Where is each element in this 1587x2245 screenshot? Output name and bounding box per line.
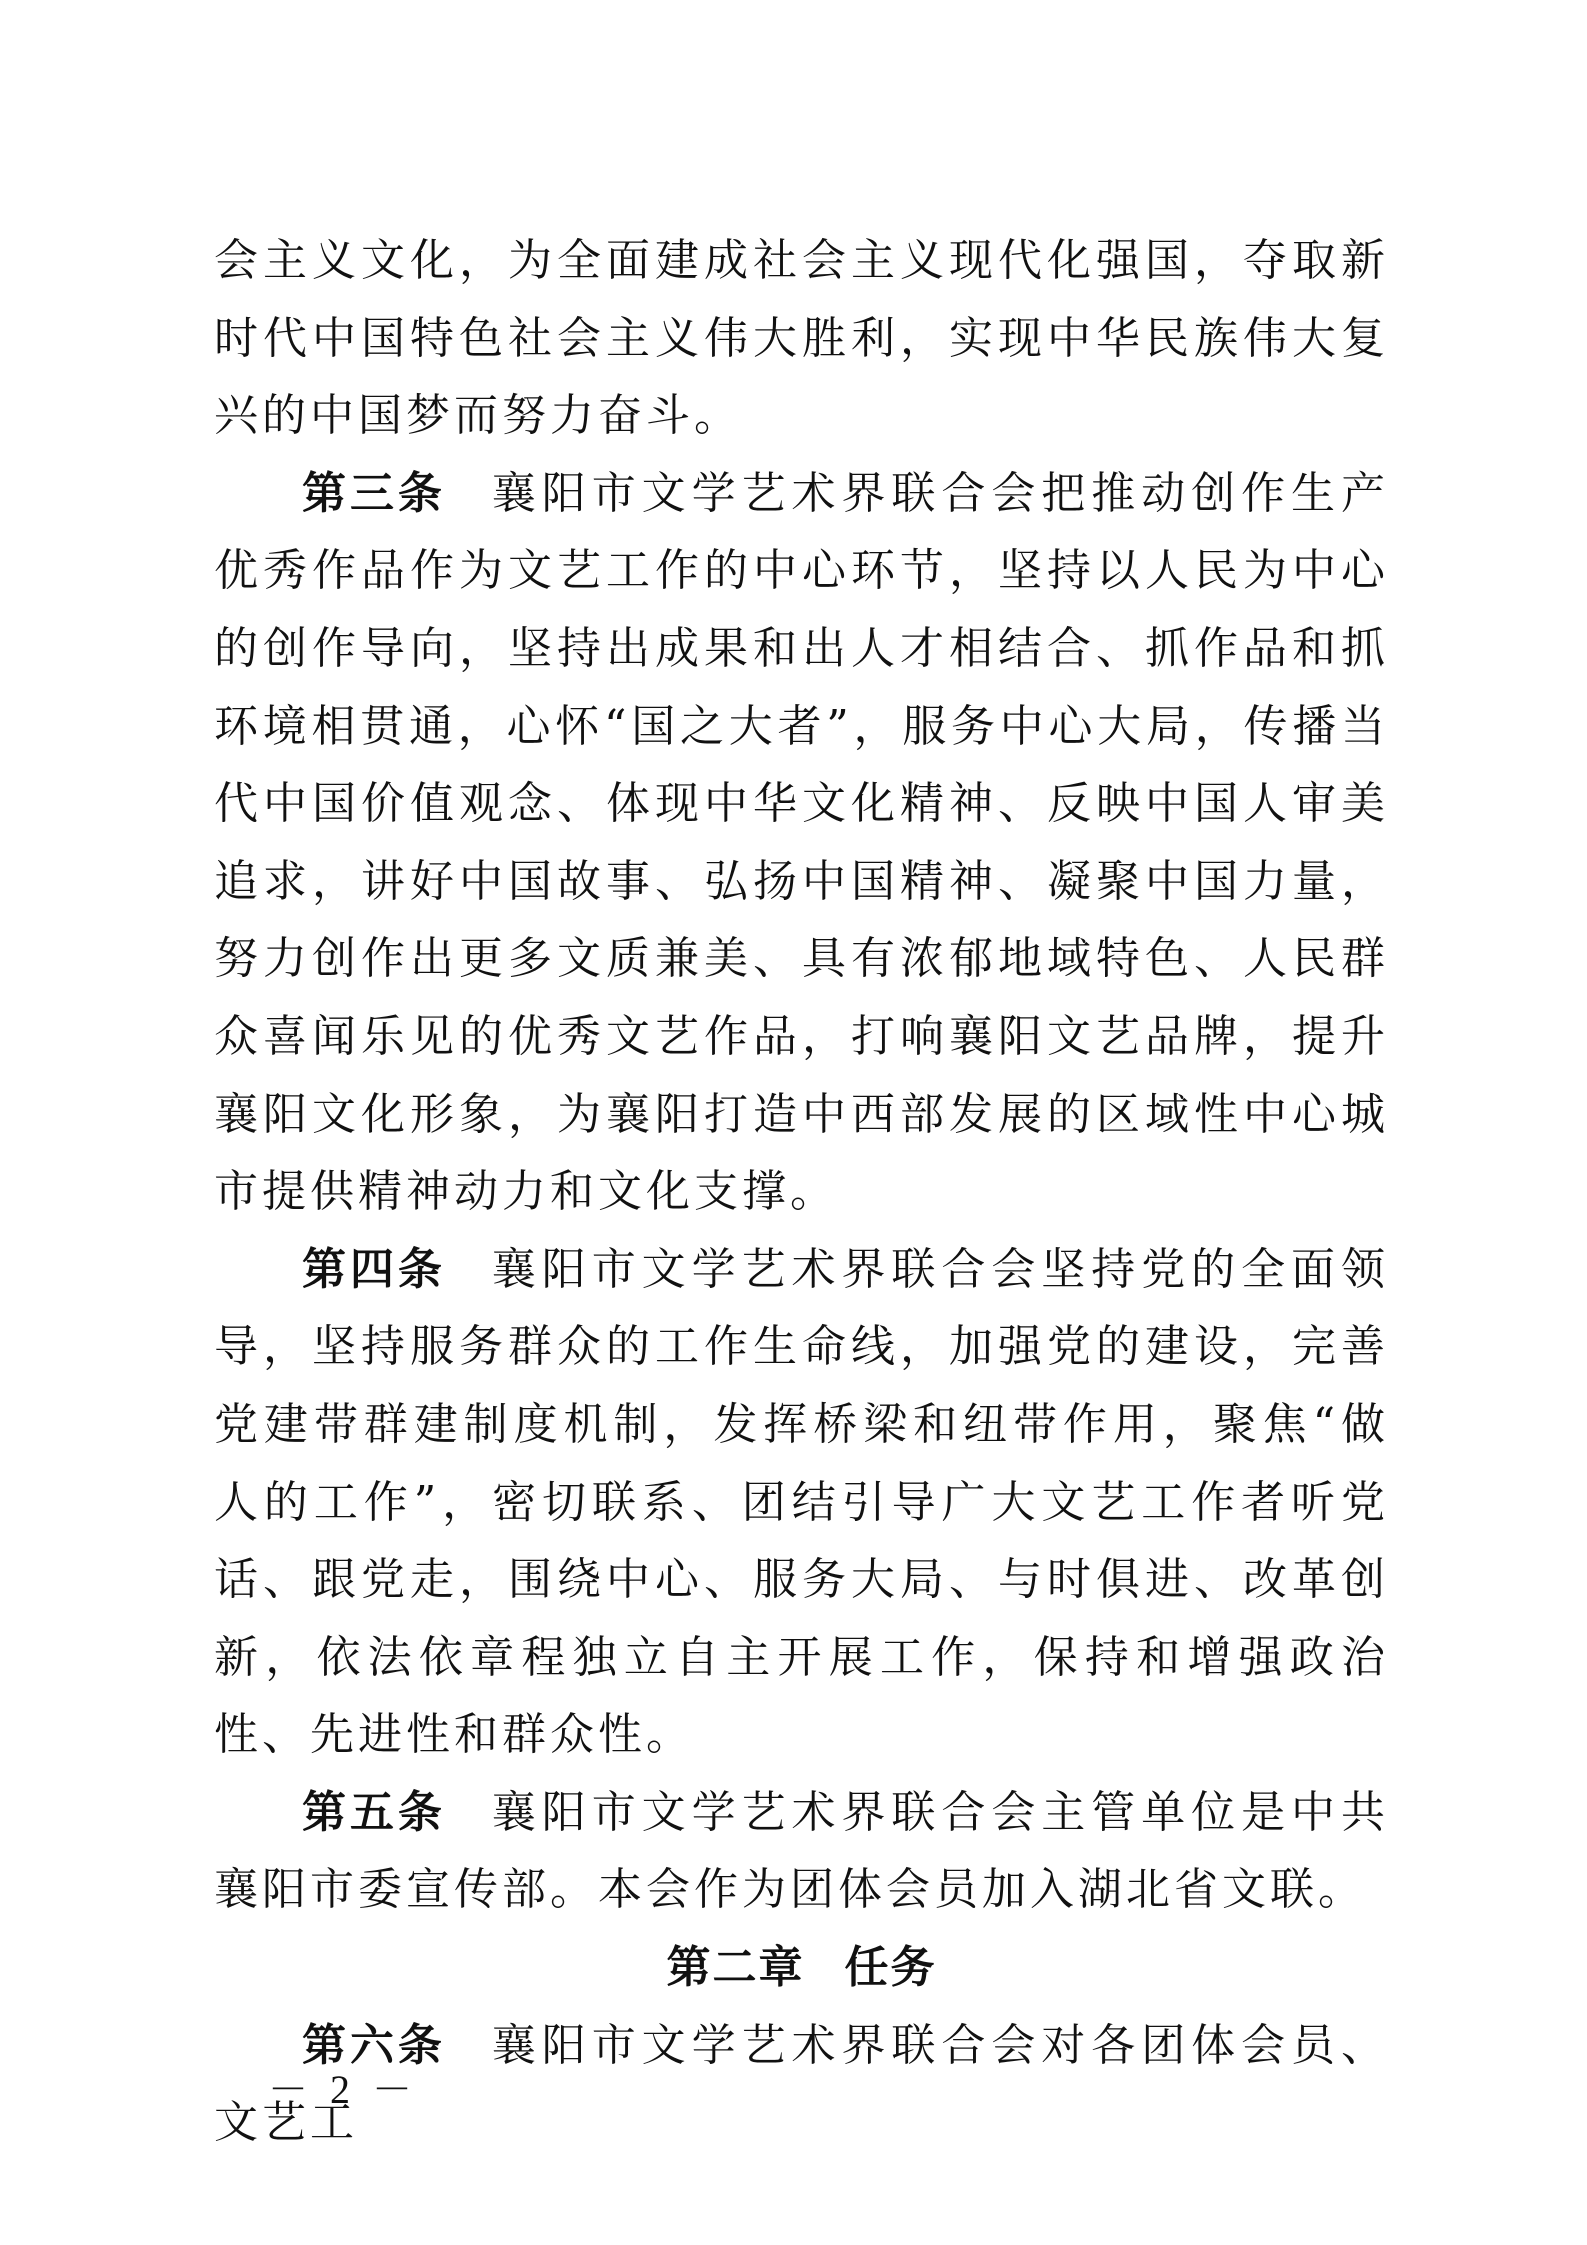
article-4-paragraph xyxy=(214,1231,1389,1774)
article-3-paragraph xyxy=(214,455,1389,1231)
paragraph-text: 会主义文化，为全面建成社会主义现代化强国，夺取新时代中国特色社会主义伟大胜利，实现中华民族伟大复兴的中国梦而努力奋斗。 xyxy=(214,235,1389,442)
article-number: 第六条 xyxy=(302,2019,446,2071)
document-body xyxy=(214,222,1389,2162)
article-text: 襄阳市文学艺术界联合会坚持党的全面领导，坚持服务群众的工作生命线，加强党的建设，完善党建带群建制度机制，发挥桥梁和纽带作用，聚焦“做人的工作”，密切联系、团结引导广大文艺工作者听党话、跟党走，围绕中心、服务大局、与时俱进、改革创新，依法依章程独立自主开展工作，保持和增强政治性、先进性和群众性。 xyxy=(214,1243,1390,1761)
chapter-heading xyxy=(214,1929,1389,2007)
article-number: 第三条 xyxy=(302,467,446,519)
article-text: 襄阳市文学艺术界联合会主管单位是中共襄阳市委宣传部。本会作为团体会员加入湖北省文联。 xyxy=(214,1786,1390,1916)
page-number: － 2 － xyxy=(268,2067,418,2112)
article-number: 第四条 xyxy=(302,1243,446,1295)
article-text: 襄阳市文学艺术界联合会对各团体会员、文艺工 xyxy=(214,2019,1390,2149)
chapter-title: 任务 xyxy=(844,1942,937,1994)
article-number: 第五条 xyxy=(302,1786,446,1838)
article-text: 襄阳市文学艺术界联合会把推动创作生产优秀作品作为文艺工作的中心环节，坚持以人民为中心的创作导向，坚持出成果和出人才相结合、抓作品和抓环境相贯通，心怀“国之大者”，服务中心大局，传播当代中国价值观念、体现中华文化精神、反映中国人审美追求，讲好中国故事、弘扬中国精神、凝聚中国力量，努力创作出更多文质兼美、具有浓郁地域特色、人民群众喜闻乐见的优秀文艺作品，打响襄阳文艺品牌，提升襄阳文化形象，为襄阳打造中西部发展的区域性中心城市提供精神动力和文化支撑。 xyxy=(214,467,1390,1218)
article-5-paragraph xyxy=(214,1774,1389,1929)
paragraph-continued xyxy=(214,222,1389,455)
chapter-number: 第二章 xyxy=(666,1942,805,1994)
